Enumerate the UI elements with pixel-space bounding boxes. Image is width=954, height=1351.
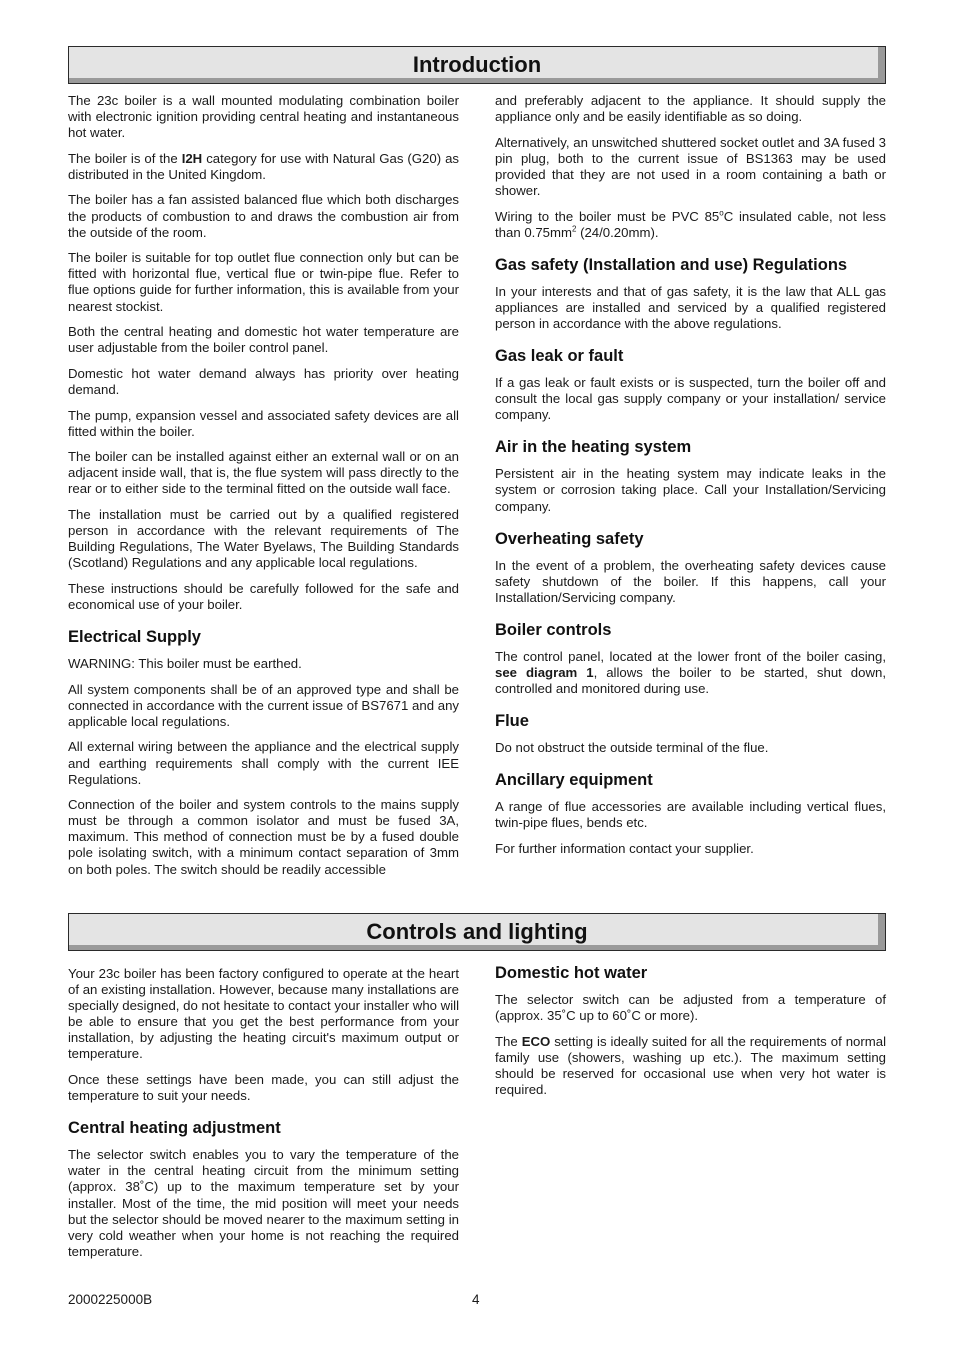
paragraph: All system components shall be of an approved type and shall be connected in accordance with the current issue of BS7671 and any applicable local regulations. — [68, 681, 459, 729]
page-number: 4 — [472, 1292, 480, 1307]
electrical-supply-heading: Electrical Supply — [68, 628, 201, 647]
document-number: 2000225000B — [68, 1292, 153, 1307]
paragraph: Both the central heating and domestic hot water temperature are user adjustable from the boiler control panel. — [68, 324, 459, 356]
paragraph: The pump, expansion vessel and associated safety devices are all fitted within the boiler. — [68, 407, 459, 439]
paragraph: For further information contact your supplier. — [495, 840, 754, 856]
ancillary-heading: Ancillary equipment — [495, 771, 653, 790]
paragraph: The boiler can be installed against either an external wall or on an adjacent inside wall, that is, the flue system will pass directly to the rear or to either side to the terminal fitted on the outside wall face. — [68, 449, 459, 497]
controls-title: Controls and lighting — [366, 919, 588, 944]
boiler-controls-heading: Boiler controls — [495, 620, 612, 639]
domestic-hot-water-heading: Domestic hot water — [495, 964, 648, 982]
air-heating-heading: Air in the heating system — [495, 438, 692, 457]
gas-safety-heading: Gas safety (Installation and use) Regulations — [495, 255, 848, 274]
paragraph: A range of flue accessories are available including vertical flues, twin-pipe flues, bends etc. — [495, 799, 886, 831]
paragraph: If a gas leak or fault exists or is suspected, turn the boiler off and consult the local gas supply company or your installation/ service company. — [495, 375, 886, 423]
paragraph: The boiler has a fan assisted balanced flue which both discharges the products of combustion to and draws the combustion air from the outside of the room. — [68, 192, 459, 240]
gas-leak-heading: Gas leak or fault — [495, 347, 624, 366]
paragraph: and preferably adjacent to the appliance. It should supply the appliance only and be easily identifiable as so doing. — [495, 93, 886, 125]
paragraph: Your 23c boiler has been factory configured to operate at the heart of an existing installation. However, because many installations are specially designed, do not hesitate to contact your installer who will be able to ensure that you get the best performance from your installation, by adjusting the heating circuit's maximum output or temperature. — [68, 966, 459, 1062]
paragraph: Do not obstruct the outside terminal of the flue. — [495, 740, 769, 756]
paragraph: Domestic hot water demand always has priority over heating demand. — [68, 365, 459, 397]
intro-left-column — [68, 93, 459, 887]
paragraph: Wiring to the boiler must be PVC 85$^o$C insulated cable, not less than $0.75mm^2$ (24/0.20mm). — [495, 208, 886, 240]
paragraph: Connection of the boiler and system controls to the mains supply must be through a common isolator and must be fused 3A, maximum. This method of connection must be by a fused double pole isolating switch, with a minimum contact separation of 3mm on both poles. The switch should be readily accessible — [68, 797, 459, 877]
paragraph: Alternatively, an unswitched shuttered socket outlet and 3A fused 3 pin plug, both to the current issue of BS1363 may be used provided that they are not used in a room containing a bath or shower. — [495, 134, 886, 198]
controls-left-column — [68, 966, 459, 1269]
flue-heading: Flue — [495, 712, 529, 731]
paragraph: The ECO setting is ideally suited for all the requirements of normal family use (showers, washing up etc.). The maximum setting should be reserved for occasional use when very hot water is required. — [495, 1033, 886, 1097]
controls-banner — [68, 913, 886, 951]
paragraph: The boiler is of the I2H category for use with Natural Gas (G20) as distributed in the United Kingdom. — [68, 150, 459, 182]
paragraph: In the event of a problem, the overheating safety devices cause safety shutdown of the boiler. If this happens, call your Installation/Servicing company. — [495, 557, 886, 605]
paragraph: The selector switch can be adjusted from a temperature of (approx. 35˚C up to 60˚C or more). — [495, 992, 886, 1024]
paragraph: These instructions should be carefully followed for the safe and economical use of your boiler. — [68, 580, 459, 612]
paragraph: The control panel, located at the lower front of the boiler casing, see diagram 1, allows the boiler to be started, shut down, controlled and monitored during use. — [495, 648, 886, 697]
central-heating-heading: Central heating adjustment — [68, 1119, 281, 1138]
paragraph: The boiler is suitable for top outlet flue connection only but can be fitted with horizontal flue, vertical flue or twin-pipe flue. Refer to flue options guide for further information, this is available from your nearest stockist. — [68, 250, 459, 314]
paragraph: The 23c boiler is a wall mounted modulating combination boiler with electronic ignition providing central heating and instantaneous hot water. — [68, 93, 459, 141]
controls-right-column — [495, 964, 886, 1108]
overheating-heading: Overheating safety — [495, 529, 644, 548]
paragraph: The selector switch enables you to vary the temperature of the water in the central heating circuit from the minimum setting (approx. 38˚C) up to the maximum temperature set by your installer. Most of the time, the mid position will meet your needs but the selector should be moved nearer to the maximum setting in very cold weather when your home is not reaching the required temperature. — [68, 1147, 459, 1259]
paragraph: The installation must be carried out by a qualified registered person in accordance with the relevant requirements of The Building Regulations, The Water Byelaws, The Building Standards (Scotland) Regulations and any applicable local regulations. — [68, 506, 459, 571]
paragraph: WARNING: This boiler must be earthed. — [68, 656, 302, 672]
intro-right-column — [495, 93, 886, 867]
paragraph: All external wiring between the appliance and the electrical supply and earthing requirements shall comply with the current IEE Regulations. — [68, 739, 459, 787]
paragraph: In your interests and that of gas safety, it is the law that ALL gas appliances are installed and serviced by a qualified registered person in accordance with the above regulations. — [495, 283, 886, 331]
paragraph: Once these settings have been made, you can still adjust the temperature to suit your needs. — [68, 1072, 459, 1104]
introduction-title: Introduction — [412, 52, 542, 77]
introduction-banner — [68, 46, 886, 84]
paragraph: Persistent air in the heating system may indicate leaks in the system or corrosion taking place. Call your Installation/Servicing company. — [495, 466, 886, 514]
